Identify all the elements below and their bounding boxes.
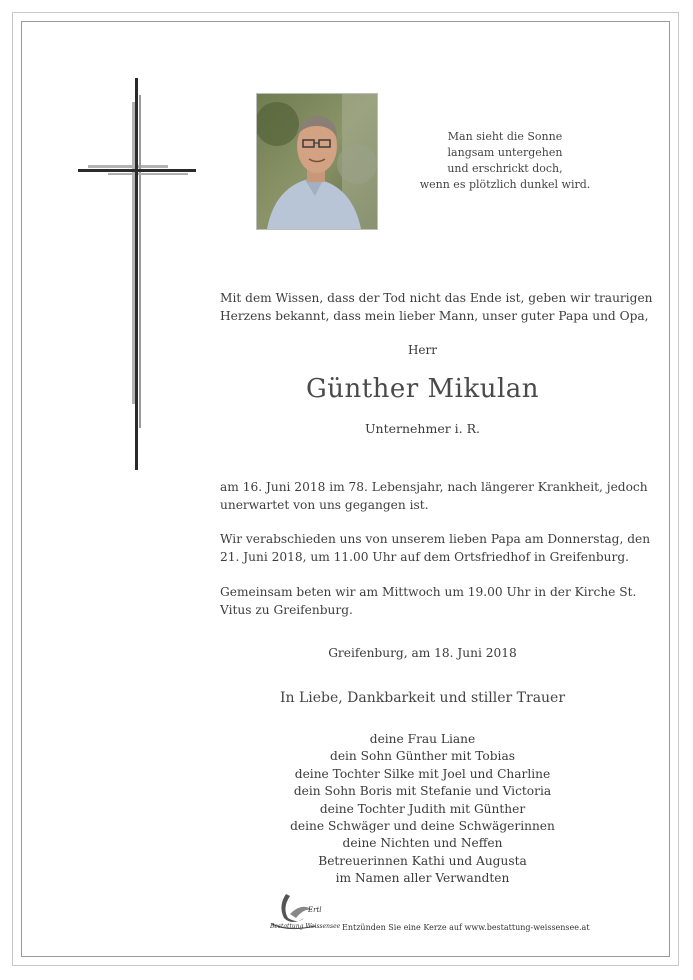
family-list: [240, 731, 605, 888]
paragraph-line: 21. Juni 2018, um 11.00 Uhr auf dem Ortsfriedhof in Greifenburg.: [220, 549, 629, 564]
paragraph-line: Vitus zu Greifenburg.: [220, 602, 353, 617]
death-notice-paragraph: [220, 479, 648, 514]
mourning-line: In Liebe, Dankbarkeit und stiller Trauer: [279, 690, 566, 706]
paragraph-line: unerwartet von uns gegangen ist.: [220, 497, 429, 512]
family-member: deine Nichten und Neffen: [342, 836, 503, 851]
portrait-photo: [256, 93, 378, 230]
paragraph-line: Gemeinsam beten wir am Mittwoch um 19.00 Uhr in der Kirche St.: [220, 585, 637, 599]
quote-block: [400, 129, 610, 193]
svg-text:Ertl: Ertl: [308, 906, 322, 914]
candle-link-text: Entzünden Sie eine Kerze auf www.bestattung-weissensee.at: [342, 923, 590, 932]
family-member: dein Sohn Günther mit Tobias: [330, 749, 515, 764]
funeral-home-logo: [268, 888, 340, 934]
cross-icon: [78, 78, 198, 470]
family-member: deine Schwäger und deine Schwägerinnen: [290, 819, 555, 834]
quote-line: wenn es plötzlich dunkel wird.: [419, 178, 591, 191]
quote-line: Man sieht die Sonne: [447, 130, 563, 143]
occupation: Unternehmer i. R.: [364, 421, 480, 436]
quote-line: langsam untergehen: [447, 146, 563, 159]
intro-line: Mit dem Wissen, dass der Tod nicht das Ende ist, geben wir traurigen: [220, 291, 653, 305]
salutation: Herr: [407, 343, 438, 357]
family-member: dein Sohn Boris mit Stefanie und Victoria: [293, 784, 552, 799]
family-member: deine Tochter Silke mit Joel und Charline: [294, 766, 551, 781]
family-member: Betreuerinnen Kathi und Augusta: [318, 853, 527, 868]
paragraph-line: am 16. Juni 2018 im 78. Lebensjahr, nach längerer Krankheit, jedoch: [220, 480, 648, 494]
deceased-name: Günther Mikulan: [305, 374, 540, 404]
family-member: deine Tochter Judith mit Günther: [319, 801, 526, 816]
quote-line: und erschrickt doch,: [447, 162, 563, 175]
intro-text: [220, 290, 653, 325]
funeral-paragraph: [220, 531, 651, 566]
paragraph-line: Wir verabschieden uns von unserem lieben Papa am Donnerstag, den: [220, 532, 651, 546]
family-member: im Namen aller Verwandten: [335, 871, 510, 886]
intro-line: Herzens bekannt, dass mein lieber Mann, unser guter Papa und Opa,: [220, 308, 649, 323]
family-member: deine Frau Liane: [369, 732, 476, 746]
place-date: Greifenburg, am 18. Juni 2018: [328, 646, 517, 660]
svg-text:Bestattung Weissensee: Bestattung Weissensee: [270, 923, 340, 930]
prayer-paragraph: [220, 584, 637, 619]
